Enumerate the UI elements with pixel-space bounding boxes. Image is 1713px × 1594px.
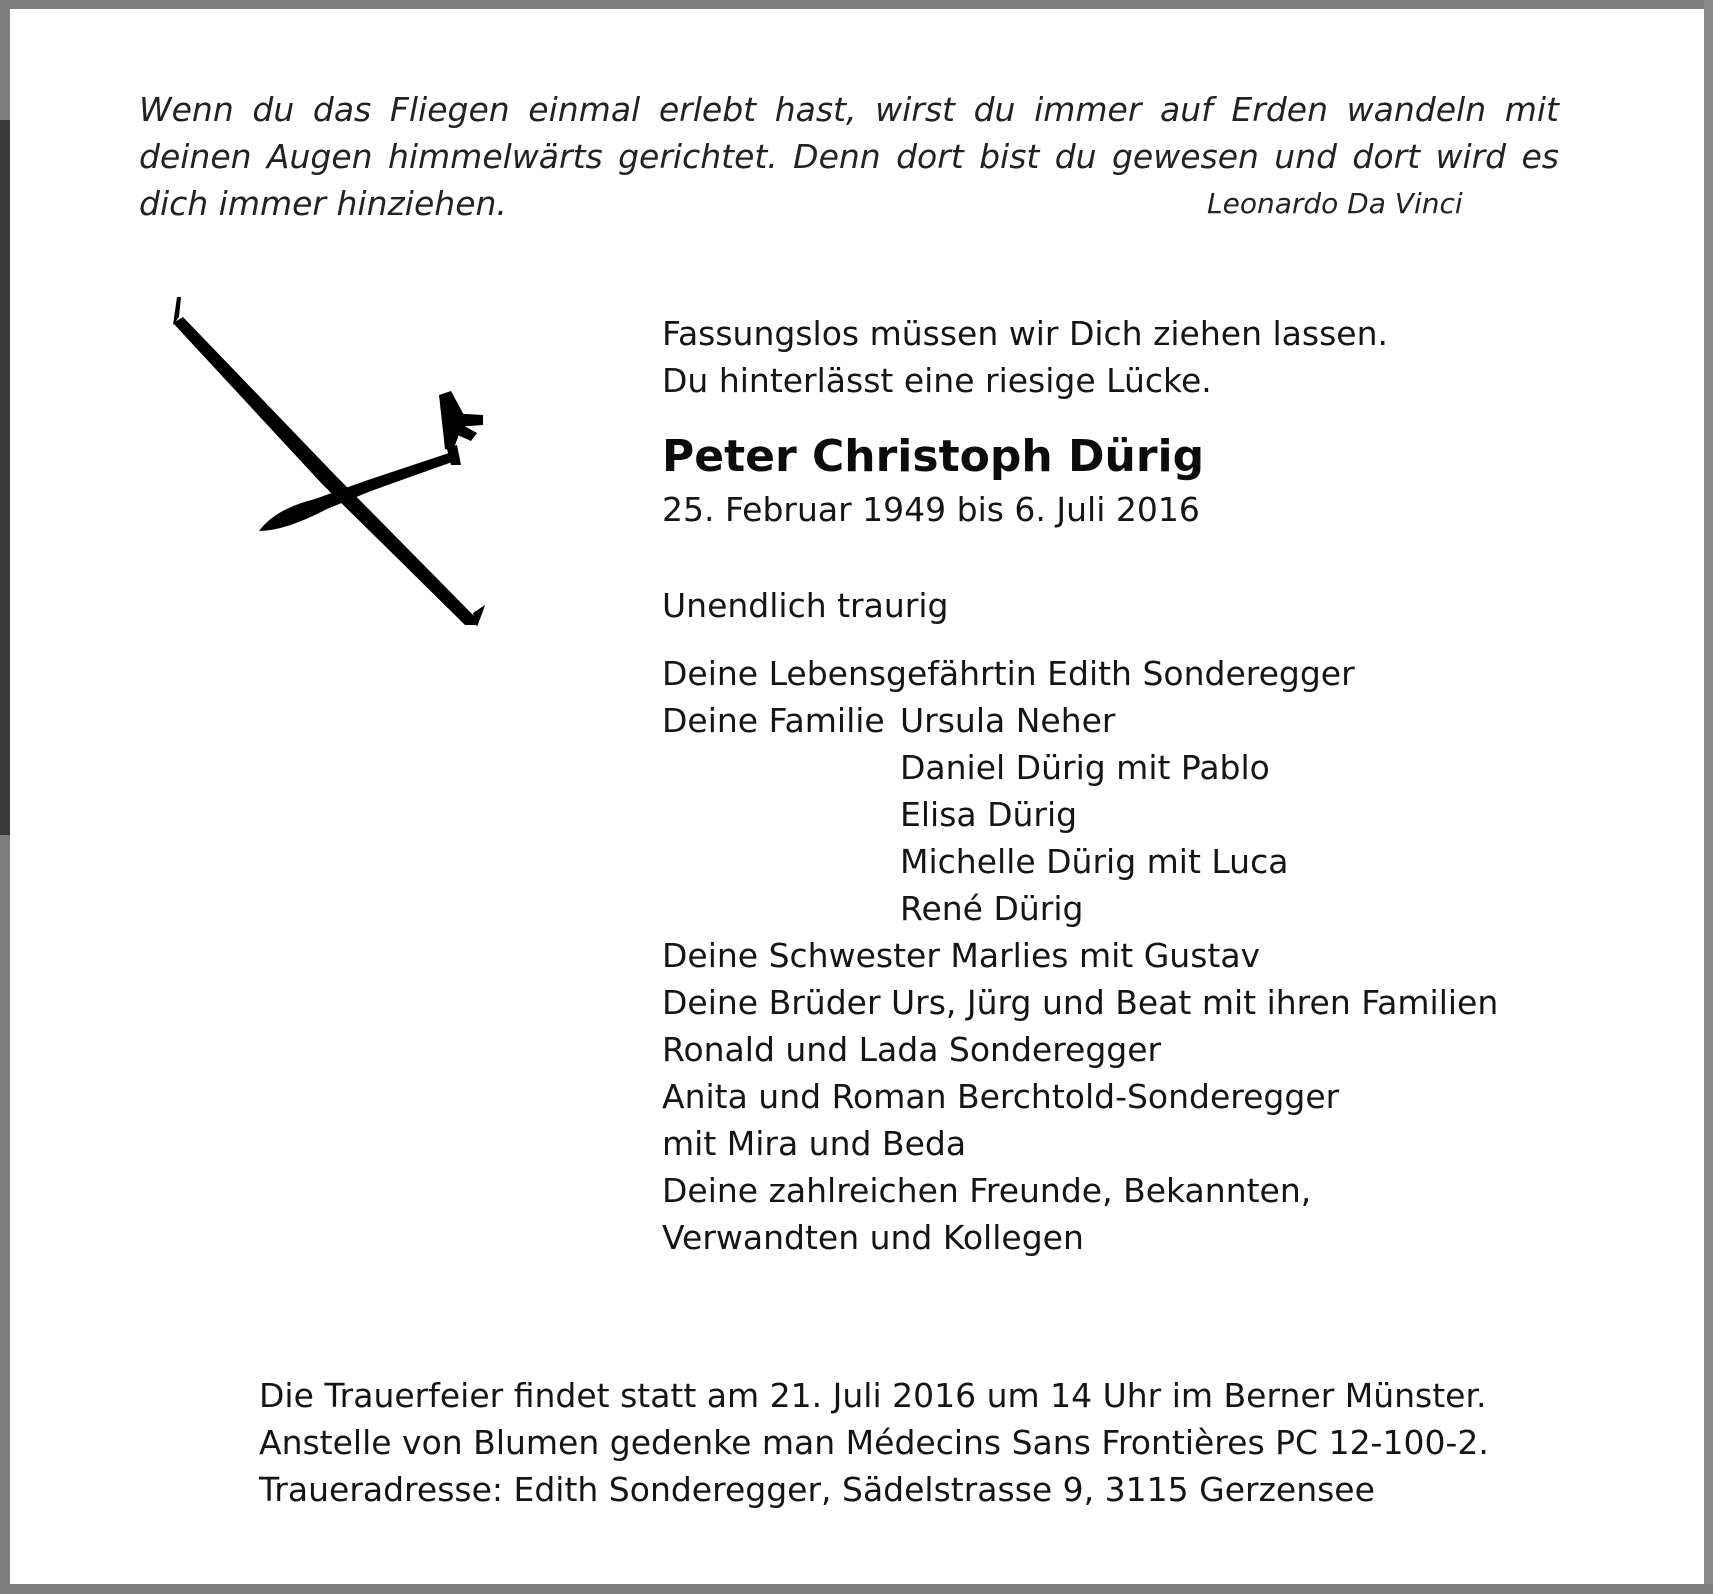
donation-line: Anstelle von Blumen gedenke man Médecins Sans Frontières PC 12-100-2. — [259, 1423, 1489, 1462]
frame-right-border — [1704, 0, 1713, 1594]
intro-line-1: Fassungslos müssen wir Dich ziehen lassen. — [662, 314, 1388, 353]
mourner-line: mit Mira und Beda — [662, 1124, 967, 1163]
funeral-date-line: Die Trauerfeier findet statt am 21. Juli 2016 um 14 Uhr im Berner Münster. — [259, 1376, 1487, 1415]
mourners-heading: Unendlich traurig — [662, 586, 949, 625]
quote-line-3-row — [139, 180, 1559, 227]
family-member: Elisa Dürig — [900, 795, 1078, 834]
quote-author: Leonardo Da Vinci — [1207, 187, 1463, 220]
family-member: René Dürig — [900, 889, 1084, 928]
mourner-line: Ronald und Lada Sonderegger — [662, 1030, 1162, 1069]
mourning-address-line: Traueradresse: Edith Sonderegger, Sädelstrasse 9, 3115 Gerzensee — [259, 1470, 1375, 1509]
funeral-info — [259, 1372, 1489, 1513]
mourner-line: Deine zahlreichen Freunde, Bekannten, — [662, 1171, 1312, 1210]
mourner-line: Deine Brüder Urs, Jürg und Beat mit ihren Familien — [662, 983, 1499, 1022]
family-member: Michelle Dürig mit Luca — [900, 842, 1289, 881]
family-member: Ursula Neher — [900, 701, 1116, 740]
mourner-line: Anita und Roman Berchtold-Sonderegger — [662, 1077, 1340, 1116]
quote-line-1: Wenn du das Fliegen einmal erlebt hast, wirst du immer auf Erden wandeln mit — [139, 90, 1559, 129]
notice-main — [662, 310, 1498, 1261]
spacer — [662, 629, 1498, 650]
mourner-line: Verwandten und Kollegen — [662, 1218, 1084, 1257]
frame-top-border — [0, 0, 1713, 9]
glider-icon — [165, 295, 495, 630]
quote-line-2: deinen Augen himmelwärts gerichtet. Denn dort bist du gewesen und dort wird es — [139, 137, 1559, 176]
family-row — [662, 697, 1498, 744]
frame-bottom-border — [0, 1584, 1713, 1594]
partner-line: Deine Lebensgefährtin Edith Sonderegger — [662, 654, 1355, 693]
intro-line-2: Du hinterlässt eine riesige Lücke. — [662, 361, 1212, 400]
deceased-dates: 25. Februar 1949 bis 6. Juli 2016 — [662, 490, 1200, 529]
frame-left-shadow — [0, 120, 10, 835]
quote-line-3: dich immer hinziehen. — [139, 184, 507, 223]
family-member: Daniel Dürig mit Pablo — [900, 748, 1270, 787]
deceased-name: Peter Christoph Dürig — [662, 431, 1205, 482]
mourner-line: Deine Schwester Marlies mit Gustav — [662, 936, 1261, 975]
quote-block — [139, 86, 1559, 227]
family-label: Deine Familie — [662, 701, 885, 740]
